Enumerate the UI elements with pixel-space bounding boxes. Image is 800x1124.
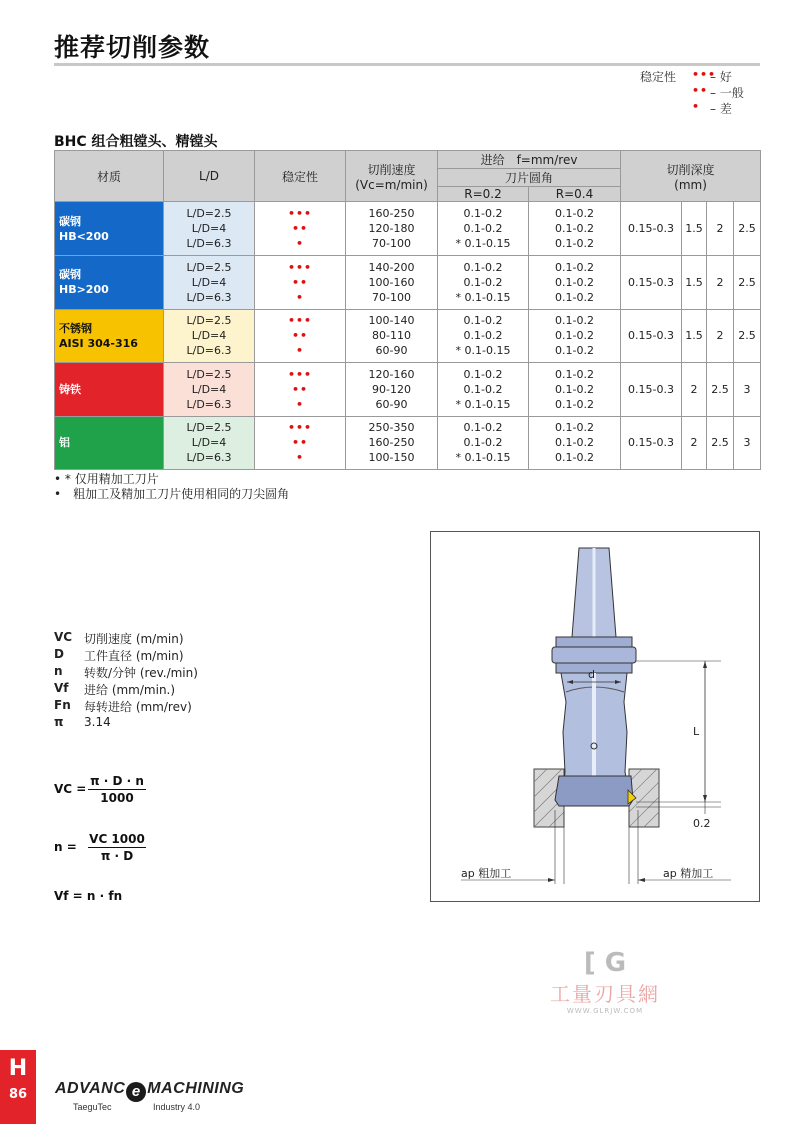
depth-cell: 2 — [682, 416, 707, 470]
feed-r04-cell-line: 0.1-0.2 — [555, 237, 594, 250]
stability-cell-line: •• — [291, 382, 309, 396]
brand-text-a: ADVANC — [55, 1080, 126, 1097]
speed-cell-line: 70-100 — [372, 290, 411, 304]
formula-n-numerator: VC 1000 — [89, 832, 145, 846]
speed-cell-line: 140-200 — [368, 260, 415, 274]
feed-r04-cell-line: 0.1-0.2 — [555, 290, 594, 304]
ap-finish-label: ap 精加工 — [663, 867, 714, 880]
brand-text-b: MACHINING — [147, 1080, 245, 1097]
header-stability: 稳定性 — [255, 151, 346, 202]
speed-cell-line: 70-100 — [372, 237, 411, 250]
stability-cell-line: • — [295, 451, 305, 465]
ld-cell-line: L/D=6.3 — [186, 397, 232, 411]
depth-cell: 3 — [734, 416, 761, 470]
ld-cell-line: L/D=2.5 — [186, 367, 232, 381]
material-cell — [55, 202, 164, 256]
feed-r02-cell-line: * 0.1-0.15 — [455, 290, 511, 304]
stability-cell-line: ••• — [287, 367, 313, 381]
ld-cell-line: L/D=6.3 — [186, 451, 232, 465]
table-row — [55, 363, 761, 417]
feed-r02-cell-line: 0.1-0.2 — [463, 260, 503, 274]
speed-cell-line: 160-250 — [368, 436, 415, 450]
speed-cell-line: 100-160 — [368, 275, 415, 289]
header-nose-radius: 刀片圆角 — [438, 169, 621, 187]
section-title: BHC 组合粗镗头、精镗头 — [54, 134, 218, 150]
feed-r04-cell-line: 0.1-0.2 — [555, 222, 594, 235]
page-number: 86 — [8, 1087, 28, 1102]
feed-r04-cell-line: 0.1-0.2 — [555, 314, 594, 328]
depth-cell: 2.5 — [734, 309, 761, 363]
stability-cell-line: •• — [291, 329, 309, 343]
feed-r04-cell-line: 0.1-0.2 — [555, 329, 594, 343]
header-feed: 进给 f=mm/rev — [438, 151, 621, 169]
symbol-description: 切削速度 (m/min) — [84, 632, 184, 646]
table-row — [55, 416, 761, 470]
ld-cell-line: L/D=2.5 — [186, 421, 232, 435]
material-name: 铝 — [59, 436, 70, 450]
symbol-description: 3.14 — [84, 715, 111, 729]
symbol-description: 每转进给 (mm/rev) — [84, 700, 192, 714]
depth-cell: 0.15-0.3 — [621, 309, 682, 363]
material-name: HB>200 — [59, 283, 109, 297]
brand-e-icon: e — [126, 1082, 146, 1102]
ld-cell-line: L/D=6.3 — [186, 237, 232, 250]
feed-r04-cell — [529, 202, 621, 256]
depth-cell: 2 — [707, 309, 734, 363]
depth-cell: 1.5 — [682, 309, 707, 363]
feed-r04-cell-line: 0.1-0.2 — [555, 451, 594, 465]
material-cell — [55, 363, 164, 417]
brand-tagline: Industry 4.0 — [153, 1102, 201, 1112]
speed-cell-line: 60-90 — [375, 344, 408, 358]
depth-cell: 1.5 — [682, 202, 707, 256]
speed-cell-line: 80-110 — [372, 329, 411, 343]
symbol: D — [54, 647, 64, 661]
depth-cell: 0.15-0.3 — [621, 256, 682, 310]
dimension-d: d — [588, 668, 595, 681]
ld-cell — [164, 309, 255, 363]
table-row — [55, 309, 761, 363]
speed-cell — [346, 309, 438, 363]
feed-r04-cell — [529, 416, 621, 470]
symbol-description: 转数/分钟 (rev./min) — [84, 666, 198, 680]
footnotes — [54, 472, 289, 502]
cutting-head — [555, 776, 633, 806]
stability-cell-line: ••• — [287, 421, 313, 435]
header-depth-label: 切削深度 — [666, 162, 715, 177]
stability-cell — [255, 202, 346, 256]
feed-r02-cell-line: * 0.1-0.15 — [455, 237, 511, 250]
material-name: 不锈钢 — [59, 321, 92, 335]
material-cell — [55, 416, 164, 470]
feed-r04-cell-line: 0.1-0.2 — [555, 260, 594, 274]
depth-cell: 2 — [682, 363, 707, 417]
title-divider — [54, 63, 760, 66]
boring-head-diagram — [430, 531, 760, 902]
feed-r04-cell — [529, 363, 621, 417]
feed-r02-cell — [438, 256, 529, 310]
speed-cell-line: 100-140 — [368, 314, 415, 328]
depth-cell: 0.15-0.3 — [621, 416, 682, 470]
feed-r04-cell-line: 0.1-0.2 — [555, 436, 594, 450]
legend-dots-fair: •• — [692, 84, 709, 97]
header-r04: R=0.4 — [529, 187, 621, 202]
formula-vc-numerator: π · D · n — [88, 774, 146, 790]
dimension-offset: 0.2 — [693, 817, 711, 830]
feed-r02-cell-line: 0.1-0.2 — [463, 314, 503, 328]
speed-cell-line: 160-250 — [368, 207, 415, 220]
table-row — [55, 202, 761, 256]
stability-cell-line: ••• — [287, 314, 313, 328]
legend-dots-poor: • — [692, 100, 701, 113]
ld-cell-line: L/D=6.3 — [186, 344, 232, 358]
ld-cell — [164, 416, 255, 470]
depth-cell: 2.5 — [734, 202, 761, 256]
ld-cell-line: L/D=2.5 — [186, 207, 232, 220]
feed-r02-cell-line: 0.1-0.2 — [463, 207, 503, 220]
stability-cell-line: •• — [291, 222, 309, 235]
speed-cell — [346, 202, 438, 256]
section-tab — [0, 1050, 36, 1124]
stability-cell-line: • — [295, 344, 305, 358]
speed-cell-line: 90-120 — [372, 382, 411, 396]
depth-cell: 2.5 — [734, 256, 761, 310]
speed-cell-line: 250-350 — [368, 421, 415, 435]
speed-cell — [346, 363, 438, 417]
feed-r02-cell — [438, 416, 529, 470]
feed-r04-cell-line: 0.1-0.2 — [555, 344, 594, 358]
material-cell — [55, 256, 164, 310]
material-name: HB<200 — [59, 229, 109, 243]
ld-cell-line: L/D=2.5 — [186, 260, 232, 274]
symbol: VC — [54, 630, 73, 644]
footnote: • 粗加工及精加工刀片使用相同的刀尖圆角 — [54, 487, 290, 501]
legend-dots-good: ••• — [692, 68, 717, 81]
feed-r02-cell — [438, 202, 529, 256]
feed-r04-cell-line: 0.1-0.2 — [555, 421, 594, 435]
depth-cell: 2 — [707, 202, 734, 256]
dimension-l: L — [693, 725, 700, 738]
material-cell — [55, 309, 164, 363]
feed-r04-cell — [529, 256, 621, 310]
stability-cell-line: ••• — [287, 260, 313, 274]
formula-n-lhs: n = — [54, 840, 77, 854]
formula-vc-denominator: 1000 — [100, 791, 134, 805]
material-name: AISI 304-316 — [59, 336, 138, 350]
ld-cell-line: L/D=4 — [191, 275, 227, 289]
stability-cell-line: • — [295, 237, 305, 250]
boring-head-illustration — [431, 532, 761, 903]
ld-cell-line: L/D=4 — [191, 436, 227, 450]
speed-cell-line: 120-180 — [368, 222, 415, 235]
symbol: Vf — [54, 681, 69, 695]
stability-cell — [255, 256, 346, 310]
depth-cell: 2.5 — [707, 416, 734, 470]
feed-r04-cell-line: 0.1-0.2 — [555, 275, 594, 289]
header-depth-unit: (mm) — [674, 177, 707, 192]
feed-r02-cell — [438, 363, 529, 417]
feed-r02-cell-line: 0.1-0.2 — [463, 329, 503, 343]
header-speed-label: 切削速度 — [367, 162, 416, 177]
flange — [556, 637, 632, 647]
symbol-description: 工件直径 (m/min) — [84, 649, 184, 663]
material-name: 碳钢 — [59, 268, 81, 282]
page-title: 推荐切削参数 — [54, 33, 211, 62]
ld-cell — [164, 256, 255, 310]
speed-cell-line: 60-90 — [375, 397, 408, 411]
material-name: 铸铁 — [59, 382, 81, 396]
speed-cell — [346, 256, 438, 310]
depth-cell: 1.5 — [682, 256, 707, 310]
feed-r02-cell-line: * 0.1-0.15 — [455, 397, 511, 411]
stability-cell — [255, 363, 346, 417]
section-letter: H — [8, 1056, 28, 1081]
speed-cell — [346, 416, 438, 470]
brand-company: TaeguTec — [73, 1102, 112, 1112]
legend-text-good: – 好 — [710, 70, 732, 84]
watermark-url: WWW.GLRJW.COM — [566, 1007, 644, 1015]
stability-cell-line: •• — [291, 275, 309, 289]
feed-r04-cell-line: 0.1-0.2 — [555, 207, 594, 220]
speed-cell-line: 100-150 — [368, 451, 415, 465]
depth-cell: 2 — [707, 256, 734, 310]
ap-rough-label: ap 粗加工 — [461, 867, 512, 880]
table-row — [55, 256, 761, 310]
stability-cell-line: • — [295, 290, 305, 304]
watermark — [535, 948, 675, 1015]
footnote: • * 仅用精加工刀片 — [54, 472, 159, 486]
symbol: n — [54, 664, 63, 678]
symbol-description: 进给 (mm/min.) — [84, 683, 176, 697]
ld-cell-line: L/D=4 — [191, 329, 227, 343]
brand-logo — [55, 1080, 244, 1113]
formula-vf-text: Vf = n · fn — [54, 889, 123, 903]
ld-cell — [164, 363, 255, 417]
feed-r02-cell-line: 0.1-0.2 — [463, 436, 503, 450]
speed-cell-line: 120-160 — [368, 367, 415, 381]
feed-r02-cell-line: * 0.1-0.15 — [455, 344, 511, 358]
feed-r02-cell-line: 0.1-0.2 — [463, 222, 503, 235]
ld-cell-line: L/D=4 — [191, 222, 227, 235]
header-material: 材质 — [55, 151, 164, 202]
header-speed-unit: (Vc=m/min) — [355, 177, 428, 192]
feed-r04-cell-line: 0.1-0.2 — [555, 397, 594, 411]
ld-cell — [164, 202, 255, 256]
ld-cell-line: L/D=4 — [191, 382, 227, 396]
legend-label: 稳定性 — [640, 70, 677, 84]
feed-r02-cell — [438, 309, 529, 363]
feed-r02-cell-line: * 0.1-0.15 — [455, 451, 511, 465]
depth-cell: 2.5 — [707, 363, 734, 417]
depth-cell: 0.15-0.3 — [621, 363, 682, 417]
header-ld: L/D — [164, 151, 255, 202]
stability-cell-line: •• — [291, 436, 309, 450]
formula-vc-lhs: VC = — [54, 782, 87, 796]
stability-cell — [255, 416, 346, 470]
symbol: π — [54, 715, 64, 729]
feed-r02-cell-line: 0.1-0.2 — [463, 421, 503, 435]
stability-cell-line: • — [295, 397, 305, 411]
header-speed — [346, 151, 438, 202]
symbol: Fn — [54, 698, 71, 712]
feed-r02-cell-line: 0.1-0.2 — [463, 275, 503, 289]
ld-cell-line: L/D=6.3 — [186, 290, 232, 304]
legend-text-fair: – 一般 — [710, 86, 744, 100]
depth-cell: 3 — [734, 363, 761, 417]
feed-r02-cell-line: 0.1-0.2 — [463, 382, 503, 396]
stability-cell — [255, 309, 346, 363]
watermark-text: 工量刃具網 — [550, 982, 660, 1006]
header-r02: R=0.2 — [438, 187, 529, 202]
feed-r04-cell-line: 0.1-0.2 — [555, 382, 594, 396]
formula-n-denominator: π · D — [100, 849, 134, 863]
material-name: 碳钢 — [59, 214, 81, 228]
legend-text-poor: – 差 — [710, 102, 732, 116]
depth-cell: 0.15-0.3 — [621, 202, 682, 256]
feed-r04-cell-line: 0.1-0.2 — [555, 367, 594, 381]
feed-r02-cell-line: 0.1-0.2 — [463, 367, 503, 381]
header-depth — [621, 151, 761, 202]
feed-r04-cell — [529, 309, 621, 363]
stability-cell-line: ••• — [287, 207, 313, 220]
ld-cell-line: L/D=2.5 — [186, 314, 232, 328]
cutting-parameters-table — [54, 150, 761, 470]
watermark-logo-icon: [ G — [583, 948, 627, 978]
